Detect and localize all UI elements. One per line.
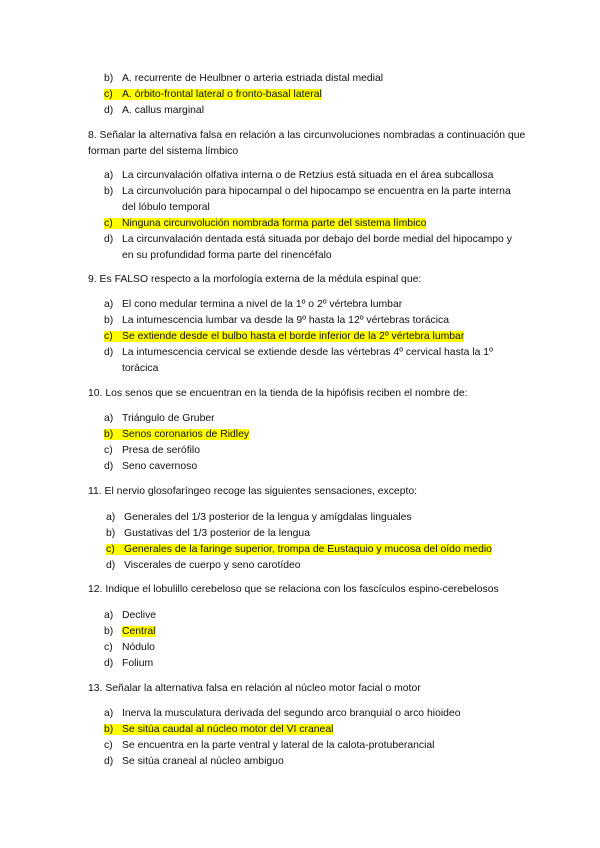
option-c-highlighted: c) A. órbito-frontal lateral o fronto-basal lateral	[104, 89, 322, 100]
option-a: a) Inerva la musculatura derivada del segundo arco branquial o arco hioideo	[104, 708, 461, 719]
option-b: b) A. recurrente de Heulbner o arteria estriada distal medial	[104, 73, 384, 84]
option-b-highlighted: b) Senos coronarios de Ridley	[104, 429, 250, 440]
option-d: d) La intumescencia cervical se extiende desde las vértebras 4º cervical hasta la 1º torácica	[104, 347, 493, 374]
question-10: 10. Los senos que se encuentran en la tienda de la hipófisis reciben el nombre de:	[88, 388, 468, 399]
option-c: c) Nódulo	[104, 642, 155, 653]
option-b: b) La intumescencia lumbar va desde la 9º hasta la 12º vértebras torácica	[104, 315, 449, 326]
option-c: c) Presa de serófilo	[104, 445, 200, 456]
option-c-highlighted: c) Ninguna circunvolución nombrada forma parte del sistema límbico	[104, 218, 427, 229]
option-a: a) Declive	[104, 610, 157, 621]
option-c-highlighted: c) Generales de la faringe superior, trompa de Eustaquio y mucosa del oído medio	[106, 544, 492, 555]
option-b: b) Gustativas del 1/3 posterior de la lengua	[106, 528, 310, 539]
option-d: d) Se sitúa craneal al núcleo ambiguo	[104, 756, 284, 767]
option-d: d) Folium	[104, 658, 154, 669]
question-12: 12. Indique el lobulillo cerebeloso que se relaciona con los fascículos espino-cerebelosos	[88, 584, 499, 595]
option-d: d) Seno cavernoso	[104, 461, 198, 472]
option-d: d) Viscerales de cuerpo y seno carotídeo	[106, 560, 301, 571]
option-b-highlighted: b) Se sitúa caudal al núcleo motor del VI craneal	[104, 724, 334, 735]
question-13: 13. Señalar la alternativa falsa en relación al núcleo motor facial o motor	[88, 683, 421, 694]
option-a: a) Triángulo de Gruber	[104, 413, 215, 424]
option-c: c) Se encuentra en la parte ventral y lateral de la calota-protuberancial	[104, 740, 435, 751]
question-9: 9. Es FALSO respecto a la morfología externa de la médula espinal que:	[88, 274, 422, 285]
option-b: b) La circunvolución para hipocampal o del hipocampo se encuentra en la parte interna del lóbulo temporal	[104, 186, 511, 213]
question-11: 11. El nervio glosofaríngeo recoge las siguientes sensaciones, excepto:	[88, 486, 418, 497]
option-a: a) Generales del 1/3 posterior de la lengua y amígdalas linguales	[106, 512, 412, 523]
question-8: 8. Señalar la alternativa falsa en relación a las circunvoluciones nombradas a continuación que forman parte del sistema límbico	[88, 130, 526, 157]
option-a: a) La circunvalación olfativa interna o de Retzius está situada en el área subcallosa	[104, 170, 494, 181]
option-d: d) A. callus marginal	[104, 105, 205, 116]
option-d: d) La circunvalación dentada está situada por debajo del borde medial del hipocampo y en su profundidad forma parte del rinencéfalo	[104, 234, 512, 261]
option-a: a) El cono medular termina a nivel de la 1º o 2º vértebra lumbar	[104, 299, 403, 310]
option-c-highlighted: c) Se extiende desde el bulbo hasta el borde inferior de la 2º vértebra lumbar	[104, 331, 465, 342]
option-b-highlighted: b) Central	[104, 626, 156, 637]
